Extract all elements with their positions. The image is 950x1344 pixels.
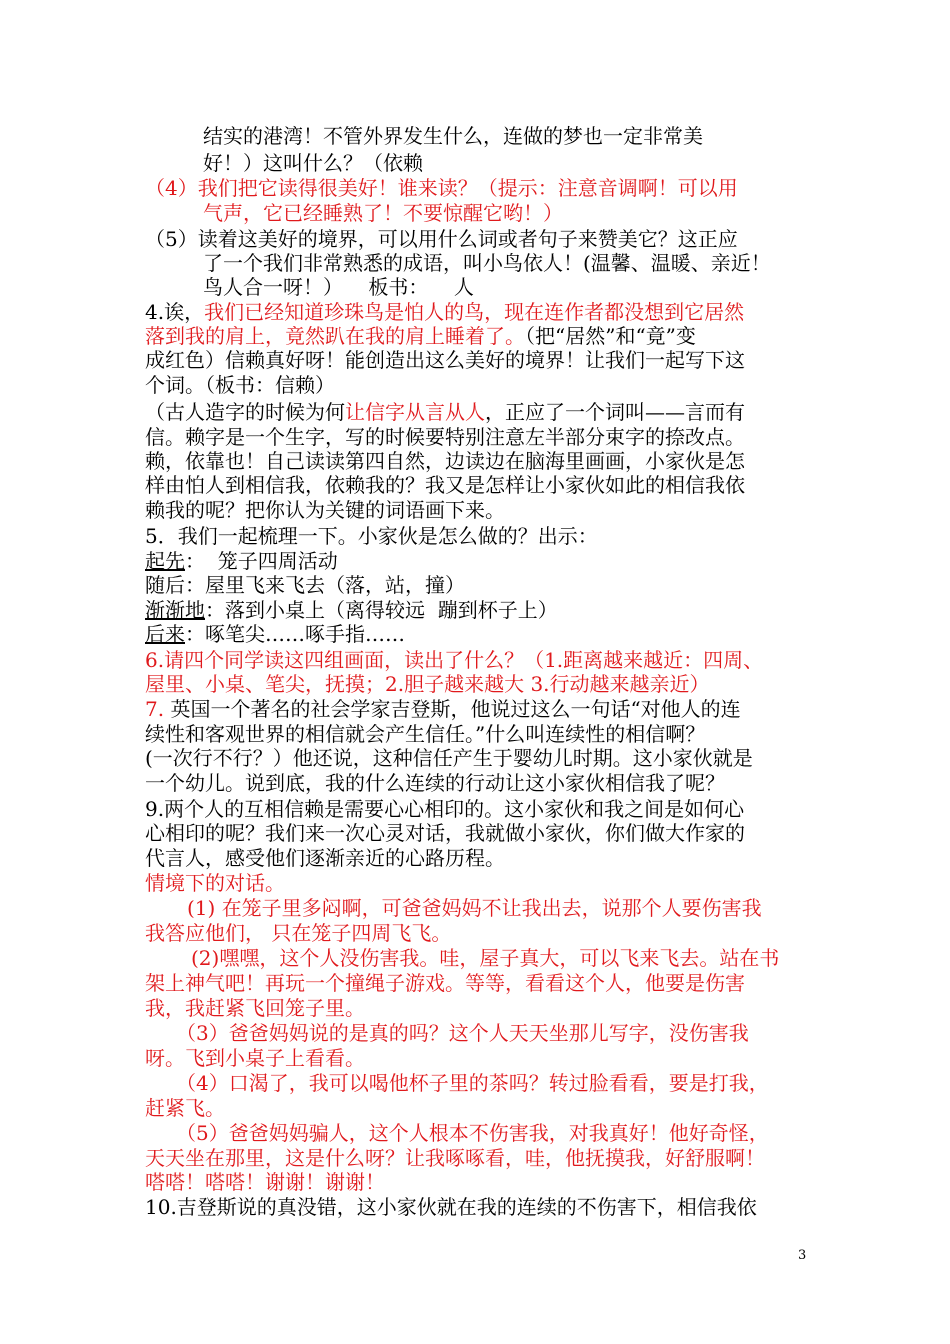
- text-line: [145, 300, 815, 324]
- text-line: [145, 400, 815, 424]
- highlighted-text: 7.: [145, 697, 165, 721]
- text-line: 我答应他们， 只在笼子四周飞飞。: [145, 921, 452, 945]
- text-line: 样由怕人到相信我，依赖我的？我又是怎样让小家伙如此的相信我依: [145, 473, 745, 497]
- text-span: ，正应了一个词叫——言而有: [485, 400, 745, 424]
- text-line: [145, 598, 815, 622]
- text-line: （4）我们把它读得很美好！谁来读？（提示：注意音调啊！可以用: [145, 176, 738, 200]
- text-span: （古人造字的时候为何: [145, 400, 345, 424]
- text-span: 4.诶，: [145, 300, 205, 324]
- text-line: 赖我的呢？把你认为关键的词语画下来。: [145, 498, 505, 522]
- text-line: [145, 622, 815, 646]
- text-line: 赶紧飞。: [145, 1096, 225, 1120]
- text-line: 赖，依靠也！自己读读第四自然，边读边在脑海里画画，小家伙是怎: [145, 449, 745, 473]
- underlined-text: 起先: [145, 549, 185, 573]
- text-line: 5．我们一起梳理一下。小家伙是怎么做的？出示：: [145, 524, 598, 548]
- page-number: 3: [798, 1248, 807, 1263]
- text-span: ： 笼子四周活动: [185, 549, 338, 573]
- text-line: 嗒嗒！嗒嗒！谢谢！谢谢！: [145, 1170, 385, 1194]
- text-line: 鸟人合一呀！） 板书： 人: [203, 275, 474, 299]
- text-line: 屋里、小桌、笔尖，抚摸；2.胆子越来越大 3.行动越来越亲近）: [145, 672, 710, 696]
- text-line: 呀。飞到小桌子上看看。: [145, 1046, 365, 1070]
- text-line: [145, 324, 815, 348]
- text-line: 9.两个人的互相信赖是需要心心相印的。这小家伙和我之间是如何心: [145, 797, 745, 821]
- highlighted-text: 落到我的肩上，竟然趴在我的肩上睡着了。: [145, 324, 525, 348]
- text-line: (2)嘿嘿，这个人没伤害我。哇，屋子真大，可以飞来飞去。站在书: [191, 946, 780, 970]
- text-line: 一个幼儿。说到底，我的什么连续的行动让这小家伙相信我了呢？: [145, 771, 725, 795]
- text-line: 情境下的对话。: [145, 871, 285, 895]
- text-line: (1) 在笼子里多闷啊，可爸爸妈妈不让我出去，说那个人要伤害我: [187, 896, 762, 920]
- text-line: （4）口渴了，我可以喝他杯子里的茶吗？转过脸看看，要是打我，: [176, 1071, 769, 1095]
- text-line: 好！）这叫什么？（依赖: [203, 151, 423, 175]
- text-line: （5）读着这美好的境界，可以用什么词或者句子来赞美它？这正应: [145, 227, 738, 251]
- underlined-text: 渐渐地: [145, 598, 205, 622]
- text-line: 10.吉登斯说的真没错，这小家伙就在我的连续的不伤害下，相信我依: [145, 1195, 757, 1219]
- text-span: ：落到小桌上（离得较远 蹦到杯子上）: [205, 598, 558, 622]
- text-span: ：啄笔尖……啄手指……: [185, 622, 405, 646]
- text-line: 续性和客观世界的相信就会产生信任。”什么叫连续性的相信啊？: [145, 722, 706, 746]
- highlighted-text: 我们已经知道珍珠鸟是怕人的鸟，现在连作者都没想到它居然: [204, 300, 745, 324]
- text-line: 架上神气吧！再玩一个撞绳子游戏。等等，看看这个人，他要是伤害: [145, 971, 745, 995]
- text-line: 个词。（板书：信赖）: [145, 373, 335, 397]
- underlined-text: 后来: [145, 622, 185, 646]
- highlighted-text: 让信字从言从人: [345, 400, 485, 424]
- text-line: 结实的港湾！不管外界发生什么，连做的梦也一定非常美: [203, 124, 703, 148]
- text-line: 心相印的呢？我们来一次心灵对话，我就做小家伙，你们做大作家的: [145, 821, 745, 845]
- text-line: [145, 549, 815, 573]
- text-line: 成红色）信赖真好呀！能创造出这么美好的境界！让我们一起写下这: [145, 348, 745, 372]
- text-line: 气声，它已经睡熟了！不要惊醒它哟！）: [203, 201, 563, 225]
- text-line: 随后：屋里飞来飞去（落，站，撞）: [145, 573, 465, 597]
- text-line: （3）爸爸妈妈说的是真的吗？这个人天天坐那儿写字，没伤害我: [176, 1021, 749, 1045]
- text-line: 信。赖字是一个生字，写的时候要特别注意左半部分束字的捺改点。: [145, 425, 745, 449]
- text-line: 代言人，感受他们逐渐亲近的心路历程。: [145, 846, 505, 870]
- text-line: (一次行不行？）他还说，这种信任产生于婴幼儿时期。这小家伙就是: [145, 746, 753, 770]
- text-line: 天天坐在那里，这是什么呀？让我啄啄看，哇，他抚摸我，好舒服啊！: [145, 1146, 765, 1170]
- text-span: （把“居然”和“竟”变: [525, 324, 696, 348]
- text-span: 英国一个著名的社会学家吉登斯，他说过这么一句话“对他人的连: [164, 697, 741, 721]
- text-line: （5）爸爸妈妈骗人，这个人根本不伤害我，对我真好！他好奇怪，: [176, 1121, 769, 1145]
- text-line: [145, 697, 815, 721]
- text-line: 了一个我们非常熟悉的成语，叫小鸟依人！(温馨、温暖、亲近！: [203, 251, 771, 275]
- text-line: 我，我赶紧飞回笼子里。: [145, 996, 365, 1020]
- text-line: 6.请四个同学读这四组画面，读出了什么？（1.距离越来越近：四周、: [145, 648, 764, 672]
